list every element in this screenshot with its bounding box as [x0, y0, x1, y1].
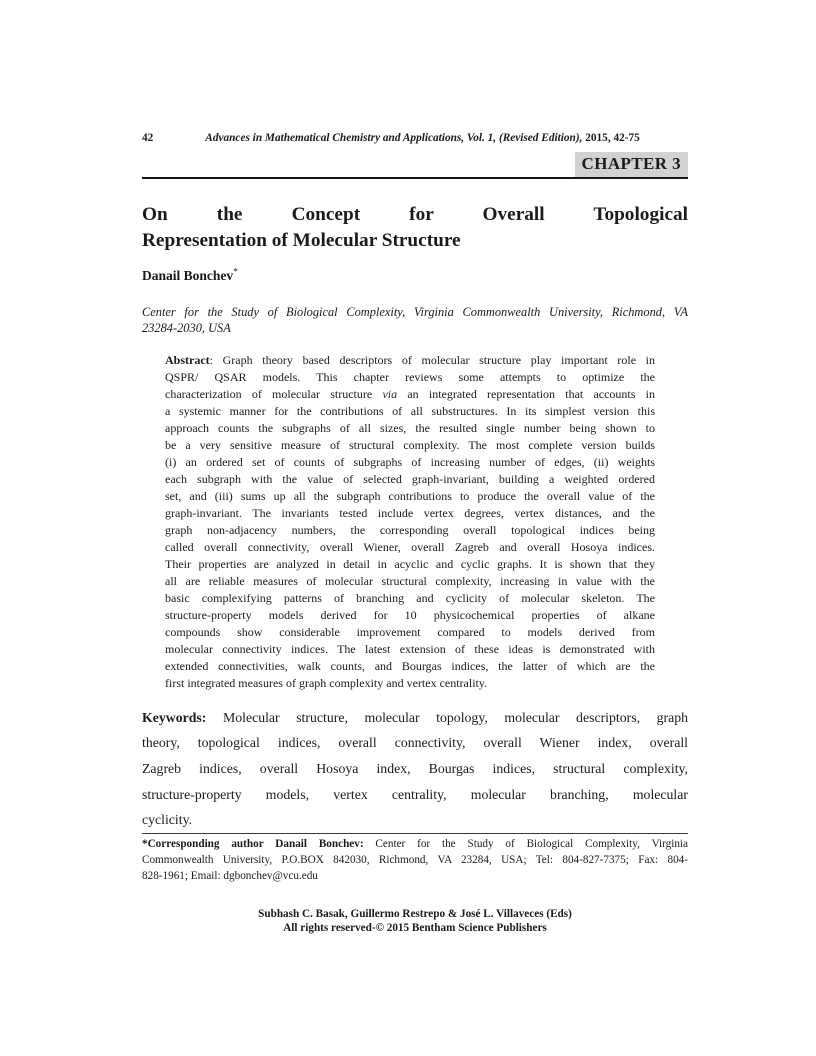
abstract-line: extended connectivities, walk counts, and Bourgas indices, the latter of which are the	[165, 658, 655, 673]
footnote-line	[142, 837, 688, 853]
affiliation-line: 23284-2030, USA	[142, 320, 231, 335]
running-header	[142, 131, 688, 145]
abstract	[165, 352, 655, 692]
author-line	[142, 267, 688, 284]
abstract-line: (i) an ordered set of counts of subgraphs of increasing number of edges, (ii) weights	[165, 454, 655, 469]
publisher-footer	[142, 907, 688, 936]
abstract-line: called overall connectivity, overall Wiener, overall Zagreb and overall Hosoya indices.	[165, 539, 655, 554]
text-segment: *	[233, 267, 238, 278]
text-segment: Keywords:	[142, 709, 207, 725]
chapter-rule	[142, 152, 688, 179]
text-segment: characterization of molecular structure	[165, 386, 383, 401]
abstract-line: molecular connectivity indices. The latest extension of these ideas is demonstrated with	[165, 641, 655, 656]
journal-reference-pages: 2015, 42-75	[582, 132, 640, 144]
text-segment: *Corresponding author Danail Bonchev:	[142, 838, 364, 851]
affiliation-line: Center for the Study of Biological Complexity, Virginia Commonwealth University, Richmond, VA	[142, 305, 688, 319]
text-segment: : Graph theory based descriptors of molecular structure play important role in	[209, 352, 655, 367]
keywords	[142, 705, 688, 834]
abstract-line: approach counts the subgraphs of all sizes, the resulted single number being shown to	[165, 420, 655, 435]
abstract-line: be a very sensitive measure of structural complexity. The most complete version builds	[165, 437, 655, 452]
abstract-line	[165, 386, 655, 403]
title-line: Representation of Molecular Structure	[142, 229, 461, 251]
footnote-line: 828-1961; Email: dgbonchev@vcu.edu	[142, 869, 318, 882]
affiliation	[142, 305, 688, 337]
corresponding-author-footnote	[142, 833, 688, 884]
abstract-line: first integrated measures of graph complexity and vertex centrality.	[165, 675, 488, 690]
abstract-line: compounds show considerable improvement compared to models derived from	[165, 624, 655, 639]
chapter-title	[142, 202, 688, 253]
abstract-line: Their properties are analyzed in detail in acyclic and cyclic graphs. It is shown that they	[165, 556, 655, 571]
page-number: 42	[142, 132, 154, 144]
abstract-line: each subgraph with the value of selected graph-invariant, building a weighted ordered	[165, 471, 655, 486]
page-content	[142, 0, 688, 936]
chapter-badge: CHAPTER 3	[575, 152, 688, 177]
keywords-line: Zagreb indices, overall Hosoya index, Bourgas indices, structural complexity,	[142, 761, 688, 776]
footer-line: Subhash C. Basak, Guillermo Restrepo & José L. Villaveces (Eds)	[258, 907, 572, 920]
keywords-line: cyclicity.	[142, 812, 193, 828]
footer-line: All rights reserved-© 2015 Bentham Science Publishers	[283, 922, 547, 934]
text-segment: via	[382, 386, 398, 401]
journal-reference	[205, 131, 640, 145]
abstract-line: graph-invariant. The invariants tested include vertex degrees, vertex distances, and the	[165, 505, 655, 520]
text-segment: Molecular structure, molecular topology, molecular descriptors, graph	[206, 709, 688, 725]
abstract-line: graph non-adjacency numbers, the corresponding overall topological indices being	[165, 522, 655, 537]
text-segment: Abstract	[165, 352, 210, 367]
abstract-line: all are reliable measures of molecular structural complexity, increasing in value with the	[165, 573, 655, 588]
keywords-line: structure-property models, vertex centrality, molecular branching, molecular	[142, 786, 688, 802]
abstract-line: a systemic manner for the contributions of all substructures. In its simplest version this	[165, 403, 655, 418]
abstract-line: set, and (iii) sums up all the subgraph contributions to produce the overall value of the	[165, 488, 655, 503]
abstract-line: basic complexifying patterns of branching and cyclicity of molecular skeleton. The	[165, 590, 655, 605]
text-segment: an integrated representation that accounts in	[397, 386, 655, 401]
abstract-line	[165, 352, 655, 369]
abstract-line: structure-property models derived for 10 physicochemical properties of alkane	[165, 607, 655, 622]
footnote-line: Commonwealth University, P.O.BOX 842030, Richmond, VA 23284, USA; Tel: 804-827-7375; Fax: 804-	[142, 853, 688, 866]
abstract-line: QSPR/ QSAR models. This chapter reviews some attempts to optimize the	[165, 369, 655, 384]
text-segment: Center for the Study of Biological Complexity, Virginia	[363, 838, 688, 851]
journal-reference-title: Advances in Mathematical Chemistry and Applications, Vol. 1, (Revised Edition),	[205, 132, 583, 144]
keywords-line: theory, topological indices, overall connectivity, overall Wiener index, overall	[142, 735, 688, 751]
title-line: On the Concept for Overall Topological	[142, 204, 688, 225]
keywords-line	[142, 705, 688, 731]
text-segment: Danail Bonchev	[142, 268, 234, 283]
